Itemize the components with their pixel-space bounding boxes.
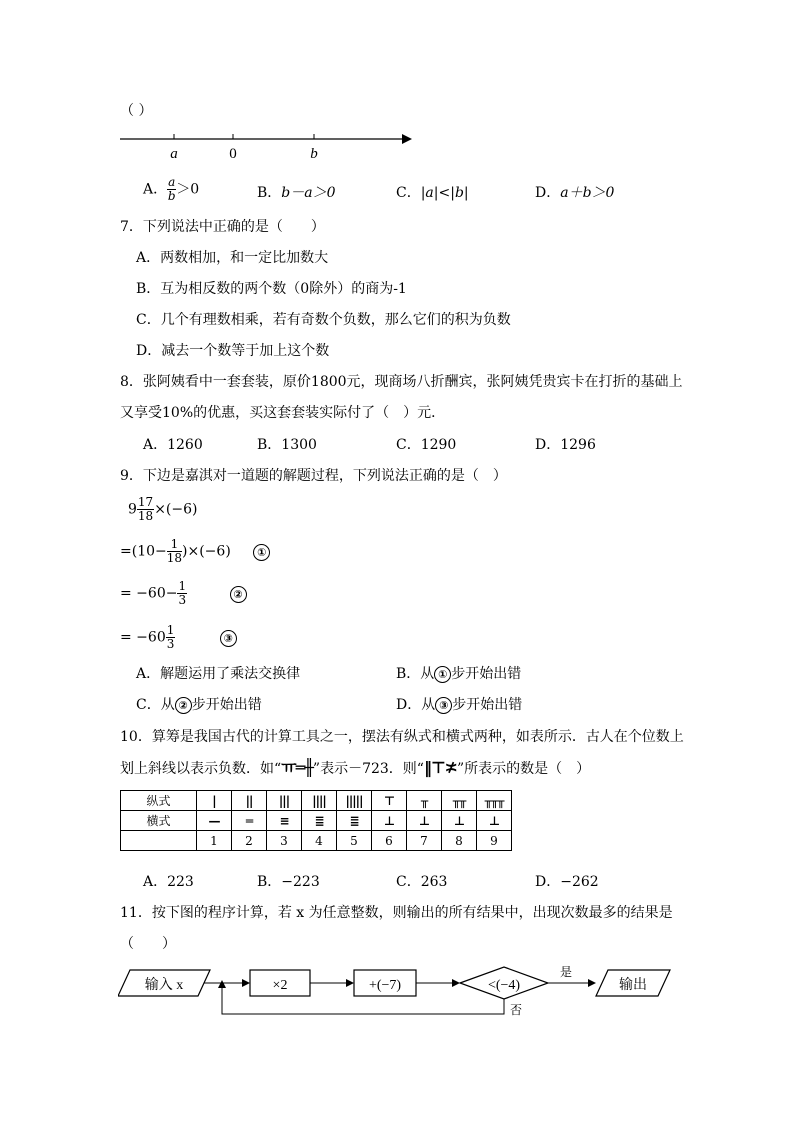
q7-stem: 7．下列说法中正确的是（ ） <box>120 219 325 235</box>
condition-label: <(−4) <box>487 978 521 993</box>
table-row: 1 2 3 4 5 6 7 8 9 <box>121 831 512 851</box>
input-label: 输入 x <box>144 978 184 993</box>
q7-option-a: A．两数相加，和一定比加数大 <box>136 250 329 266</box>
step-3-mark: ③ <box>220 630 237 647</box>
q10-option-a: A．223 <box>143 874 194 890</box>
label-zero: 0 <box>229 146 237 162</box>
step-2-mark: ② <box>230 586 247 603</box>
q7-option-d: D．减去一个数等于加上这个数 <box>136 343 330 359</box>
q6-paren: （ ） <box>120 103 153 119</box>
step-1-mark: ① <box>253 544 270 561</box>
q9-stem: 9．下边是嘉淇对一道题的解题过程，下列说法正确的是（ ） <box>120 468 507 484</box>
rod-numeral-table <box>120 790 512 851</box>
label-b: b <box>310 146 318 162</box>
q9-option-d: D．从 ③ 步开始出错 <box>396 697 523 713</box>
rod-example-2: ‖⊤≭ <box>423 758 457 777</box>
q8-option-a: A．1260 <box>143 437 203 453</box>
program-flowchart <box>118 962 678 1024</box>
output-label: 输出 <box>619 978 647 993</box>
q9-line0: 9 $\frac{17}{18}$ ×(−6) <box>128 495 198 523</box>
arrow-icon <box>588 979 596 987</box>
q9-line2: = −60− $\frac{1}{3}$ ② <box>120 580 247 607</box>
q11-stem: 11．按下图的程序计算，若 x 为任意整数，则输出的所有结果中，出现次数最多的结果是 <box>120 905 673 921</box>
q10-option-b: B．−223 <box>257 874 320 890</box>
table-row: 横式 — ═ ≡ ≣ ≣ ⊥ ⊥ ⊥ ⊥ <box>121 811 512 831</box>
q9-option-b: B．从 ① 步开始出错 <box>396 666 522 682</box>
q7-option-b: B．互为相反数的两个数（0除外）的商为-1 <box>136 281 407 297</box>
q10-option-d: D．−262 <box>535 874 599 890</box>
q9-option-a: A．解题运用了乘法交换律 <box>136 666 301 682</box>
yes-label: 是 <box>559 965 573 979</box>
row-label-vertical: 纵式 <box>121 791 197 811</box>
q11-paren: （ ） <box>120 936 176 952</box>
q7-option-c: C．几个有理数相乘，若有奇数个负数，那么它们的积为负数 <box>136 312 511 328</box>
arrow-icon <box>242 979 250 987</box>
table-row: 纵式 | || ||| |||| ||||| ⊤ ╥ ╥╥ ╥╥╥ <box>121 791 512 811</box>
q6-option-d: D．a＋b＞0 <box>535 185 615 201</box>
add-label: +(−7) <box>368 978 402 993</box>
q9-option-c: C．从 ② 步开始出错 <box>136 697 262 713</box>
q9-line3: = −60 $\frac{1}{3}$ ③ <box>120 624 237 651</box>
no-label: 否 <box>509 1003 523 1017</box>
label-a: a <box>170 146 178 162</box>
times2-label: ×2 <box>272 978 288 993</box>
q8-option-c: C．1290 <box>396 437 457 453</box>
q9-line1: =(10− $\frac{1}{18}$ )×(−6) ① <box>120 538 270 565</box>
q8-stem-line2: 又享受10%的优惠，买这套套装实际付了（ ）元． <box>120 405 446 421</box>
row-label-horizontal: 横式 <box>121 811 197 831</box>
q10-stem-line1: 10．算筹是我国古代的计算工具之一，摆法有纵式和横式两种，如表所示．古人在个位数上 <box>120 729 684 745</box>
q6-option-b: B．b－a＞0 <box>257 185 336 201</box>
q8-stem-line1: 8．张阿姨看中一套套装，原价1800元，现商场八折酬宾，张阿姨凭贵宾卡在打折的基础上 <box>120 374 683 390</box>
q10-option-c: C．263 <box>396 874 448 890</box>
rod-example-1: ㅠ═╫ <box>281 758 313 777</box>
q8-option-b: B．1300 <box>257 437 317 453</box>
loop-arrow-icon <box>218 980 226 988</box>
q6-option-a: A． $\frac{a}{b}$ ＞0 <box>143 175 200 203</box>
number-line <box>118 128 418 164</box>
number-line-arrow-icon <box>402 134 412 144</box>
q6-option-c: C．|a|<|b| <box>396 185 469 201</box>
q10-stem-line2: 划上斜线以表示负数．如“ㅠ═╫”表示－723．则“‖⊤≭”所表示的数是（ ） <box>120 758 591 777</box>
q8-option-d: D．1296 <box>535 437 596 453</box>
arrow-icon <box>346 979 354 987</box>
